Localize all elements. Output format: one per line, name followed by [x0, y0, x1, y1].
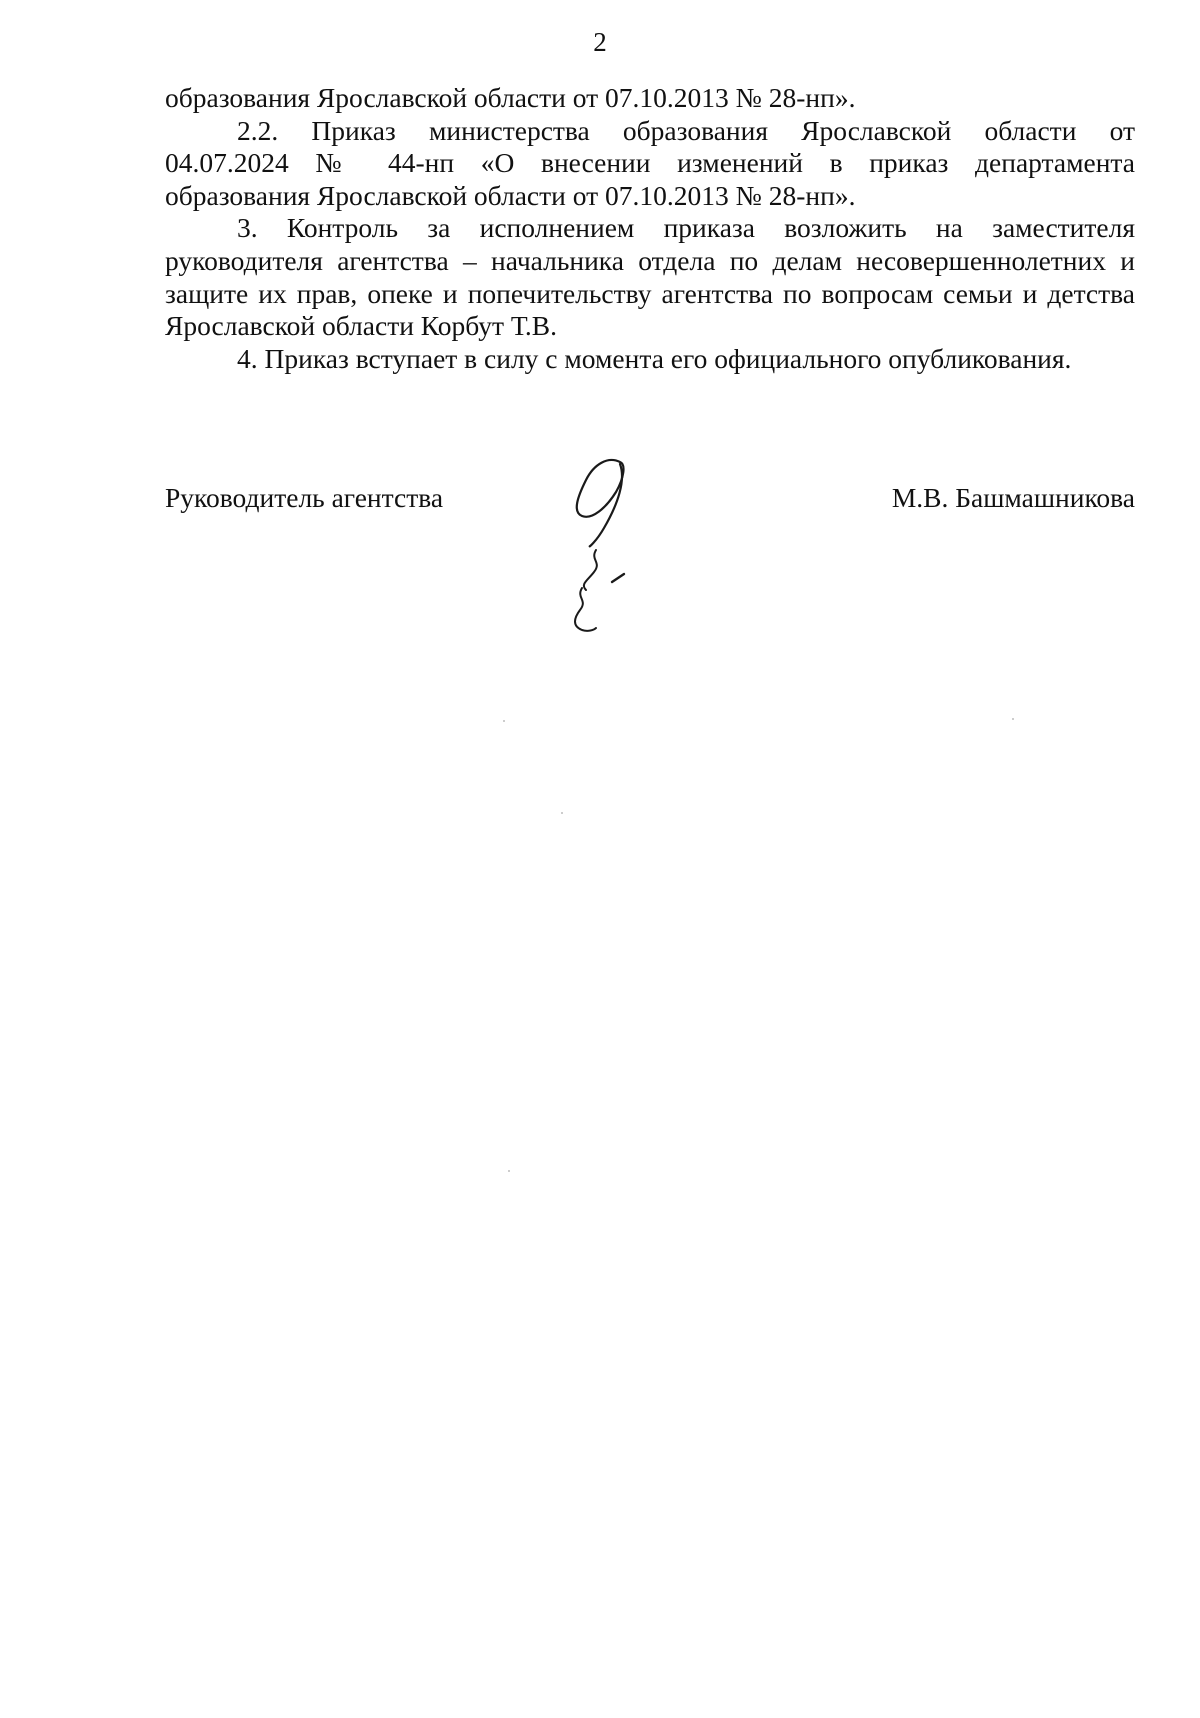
scan-speck	[1012, 718, 1014, 720]
scan-speck	[561, 812, 563, 814]
scan-speck	[508, 1170, 510, 1172]
document-body	[165, 82, 1135, 375]
paragraph-4-line-1: 4. Приказ вступает в силу с момента его официального опубликования.	[237, 342, 1072, 374]
paragraph-2-line-3: образования Ярославской области от 07.10.2013 № 28-нп».	[165, 179, 856, 211]
paragraph-3-line-3: защите их прав, опеке и попечительству агентства по вопросам семьи и детства	[165, 277, 1135, 309]
paragraph-2-line-1: 2.2. Приказ министерства образования Ярославской области от	[237, 114, 1135, 146]
paragraph-2-line-2: 04.07.2024 № 44-нп «О внесении изменений в приказ департамента	[165, 147, 1135, 179]
scan-speck	[503, 720, 505, 722]
page-number: 2	[593, 27, 607, 57]
paragraph-1-line-1: образования Ярославской области от 07.10.2013 № 28-нп».	[165, 82, 856, 113]
paragraph-3-line-2: руководителя агентства – начальника отдела по делам несовершеннолетних и	[165, 244, 1135, 276]
signatory-title: Руководитель агентства	[165, 482, 444, 513]
paragraph-3-line-4: Ярославской области Корбут Т.В.	[165, 310, 557, 342]
paragraph-3-line-1: 3. Контроль за исполнением приказа возложить на заместителя	[237, 212, 1135, 244]
handwritten-signature-icon	[560, 450, 670, 650]
signatory-name: М.В. Башмашникова	[891, 482, 1135, 513]
